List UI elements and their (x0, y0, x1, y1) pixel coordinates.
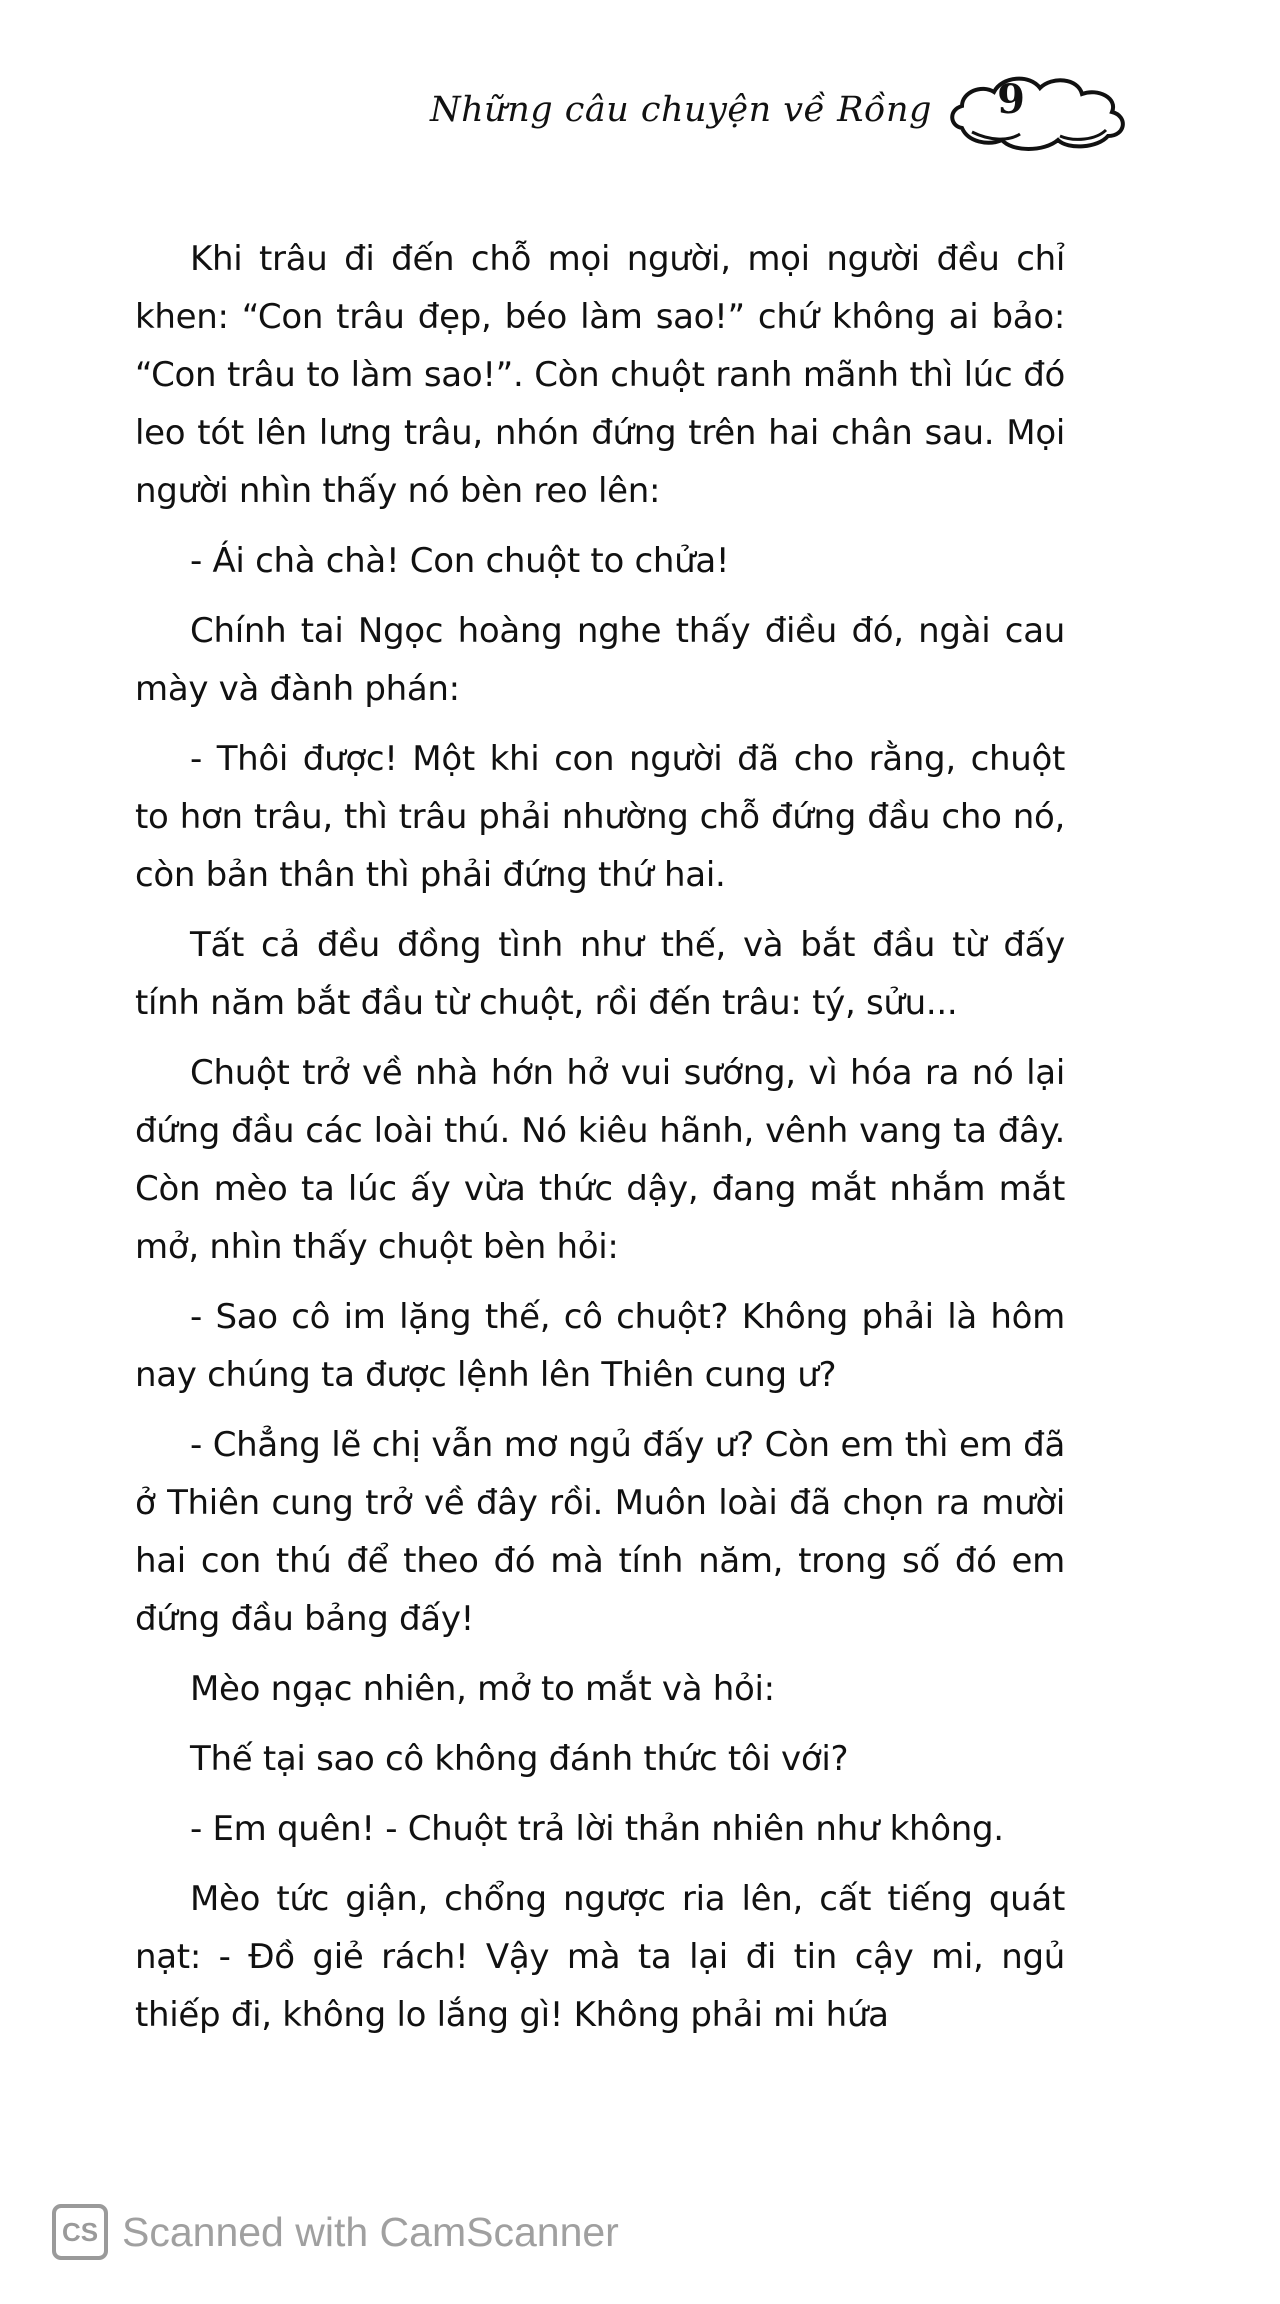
paragraph: Thế tại sao cô không đánh thức tôi với? (190, 1739, 849, 1779)
body-text (135, 230, 1065, 2056)
running-title: Những câu chuyện về Rồng (430, 90, 932, 130)
paragraph: - Sao cô im lặng thế, cô chuột? Không phải là hôm nay chúng ta được lệnh lên Thiên cung ư? (135, 1297, 1065, 1395)
paragraph: - Chẳng lẽ chị vẫn mơ ngủ đấy ư? Còn em thì em đã ở Thiên cung trở về đây rồi. Muôn loài đã chọn ra mười hai con thú để theo đó mà tính năm, trong số đó em đứng đầu bảng đấy! (135, 1425, 1065, 1639)
paragraph: Khi trâu đi đến chỗ mọi người, mọi người đều chỉ khen: “Con trâu đẹp, béo làm sao!” chứ không ai bảo: “Con trâu to làm sao!”. Còn chuột ranh mãnh thì lúc đó leo tót lên lưng trâu, nhón đứng trên hai chân sau. Mọi người nhìn thấy nó bèn reo lên: (135, 239, 1065, 511)
paragraph: - Em quên! - Chuột trả lời thản nhiên như không. (190, 1809, 1004, 1849)
paragraph: - Thôi được! Một khi con người đã cho rằng, chuột to hơn trâu, thì trâu phải nhường chỗ đứng đầu cho nó, còn bản thân thì phải đứng thứ hai. (135, 739, 1065, 895)
paragraph: Chính tai Ngọc hoàng nghe thấy điều đó, ngài cau mày và đành phán: (135, 611, 1065, 709)
camscanner-watermark (52, 2200, 619, 2264)
running-header (430, 70, 1130, 170)
cloud-page-number-badge (948, 70, 1130, 154)
page-number: 9 (997, 76, 1025, 123)
paragraph: Mèo tức giận, chổng ngược ria lên, cất tiếng quát nạt: - Đồ giẻ rách! Vậy mà ta lại đi tin cậy mi, ngủ thiếp đi, không lo lắng gì! Không phải mi hứa (135, 1879, 1065, 2035)
paragraph: - Ái chà chà! Con chuột to chửa! (190, 541, 730, 581)
watermark-text: Scanned with CamScanner (122, 2208, 619, 2255)
paragraph: Mèo ngạc nhiên, mở to mắt và hỏi: (190, 1669, 775, 1709)
camscanner-logo-icon: CS (52, 2204, 108, 2260)
paragraph: Tất cả đều đồng tình như thế, và bắt đầu từ đấy tính năm bắt đầu từ chuột, rồi đến trâu: tý, sửu... (135, 925, 1065, 1023)
paragraph: Chuột trở về nhà hớn hở vui sướng, vì hóa ra nó lại đứng đầu các loài thú. Nó kiêu hãnh, vênh vang ta đây. Còn mèo ta lúc ấy vừa thức dậy, đang mắt nhắm mắt mở, nhìn thấy chuột bèn hỏi: (135, 1053, 1065, 1267)
